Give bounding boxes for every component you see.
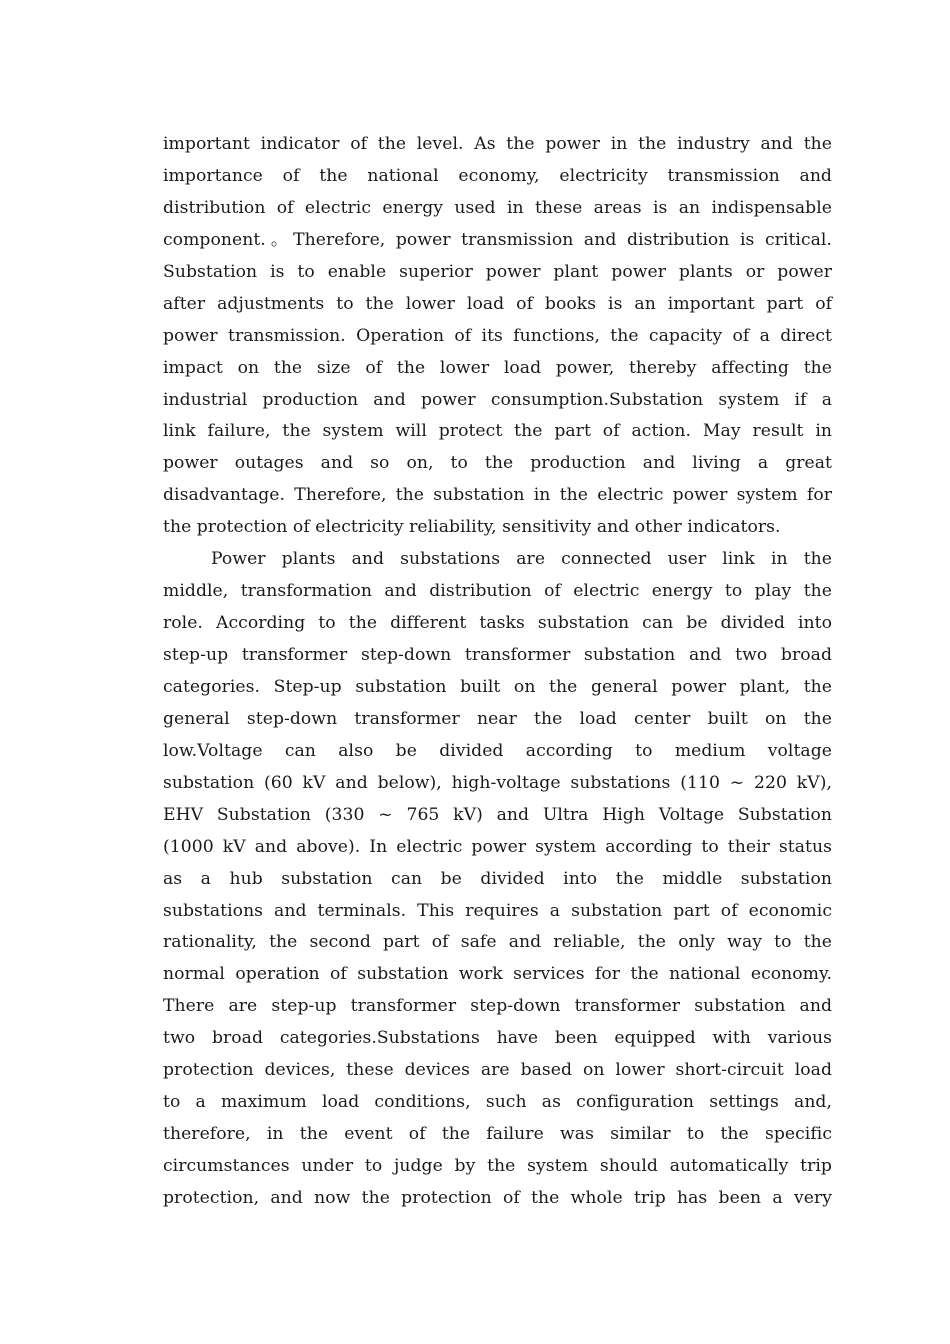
text-line: low.Voltage can also be divided according to medium voltage	[163, 740, 832, 761]
paragraph-2	[163, 544, 832, 1215]
text-line: power outages and so on, to the production and living a great	[163, 453, 832, 474]
text-line: There are step-up transformer step-down transformer substation and	[163, 996, 832, 1017]
text-line: EHV Substation (330 ~ 765 kV) and Ultra High Voltage Substation	[163, 804, 832, 825]
text-line: important indicator of the level. As the power in the industry and the	[163, 134, 832, 154]
text-line: Power plants and substations are connected user link in the	[211, 549, 832, 570]
text-line: link failure, the system will protect the part of action. May result in	[163, 421, 832, 442]
text-line: circumstances under to judge by the system should automatically trip	[163, 1156, 832, 1176]
text-line: substation (60 kV and below), high-voltage substations (110 ~ 220 kV),	[163, 772, 832, 793]
text-line: component.。Therefore, power transmission and distribution is critical.	[163, 229, 832, 250]
text-line: rationality, the second part of safe and reliable, the only way to the	[163, 932, 832, 953]
body-text	[163, 129, 832, 1215]
text-line: step-up transformer step-down transformer substation and two broad	[163, 645, 832, 665]
text-line: disadvantage. Therefore, the substation in the electric power system for	[163, 485, 832, 506]
text-line: (1000 kV and above). In electric power system according to their status	[163, 836, 832, 857]
paragraph-1	[163, 129, 832, 544]
text-line: after adjustments to the lower load of books is an important part of	[163, 293, 832, 314]
text-line: impact on the size of the lower load power, thereby affecting the	[163, 357, 832, 378]
text-line: categories. Step-up substation built on the general power plant, the	[163, 676, 832, 697]
text-line: normal operation of substation work services for the national economy.	[163, 964, 832, 985]
text-line: to a maximum load conditions, such as configuration settings and,	[163, 1092, 832, 1113]
text-line: middle, transformation and distribution of electric energy to play the	[163, 581, 832, 602]
text-line: distribution of electric energy used in these areas is an indispensable	[163, 197, 832, 218]
text-line: the protection of electricity reliability, sensitivity and other indicators.	[163, 517, 781, 538]
text-line: Substation is to enable superior power plant power plants or power	[163, 261, 832, 282]
text-line: industrial production and power consumption.Substation system if a	[163, 389, 832, 410]
text-line: general step-down transformer near the load center built on the	[163, 708, 832, 729]
text-line: importance of the national economy, electricity transmission and	[163, 165, 832, 186]
text-line: two broad categories.Substations have been equipped with various	[163, 1028, 832, 1049]
text-line: protection devices, these devices are based on lower short-circuit load	[163, 1060, 832, 1081]
text-line: as a hub substation can be divided into the middle substation	[163, 868, 832, 889]
text-line: protection, and now the protection of the whole trip has been a very	[163, 1187, 832, 1208]
text-line: therefore, in the event of the failure was similar to the specific	[163, 1124, 832, 1145]
text-line: role. According to the different tasks substation can be divided into	[163, 613, 832, 634]
text-line: substations and terminals. This requires a substation part of economic	[163, 900, 832, 921]
text-line: power transmission. Operation of its functions, the capacity of a direct	[163, 325, 832, 346]
